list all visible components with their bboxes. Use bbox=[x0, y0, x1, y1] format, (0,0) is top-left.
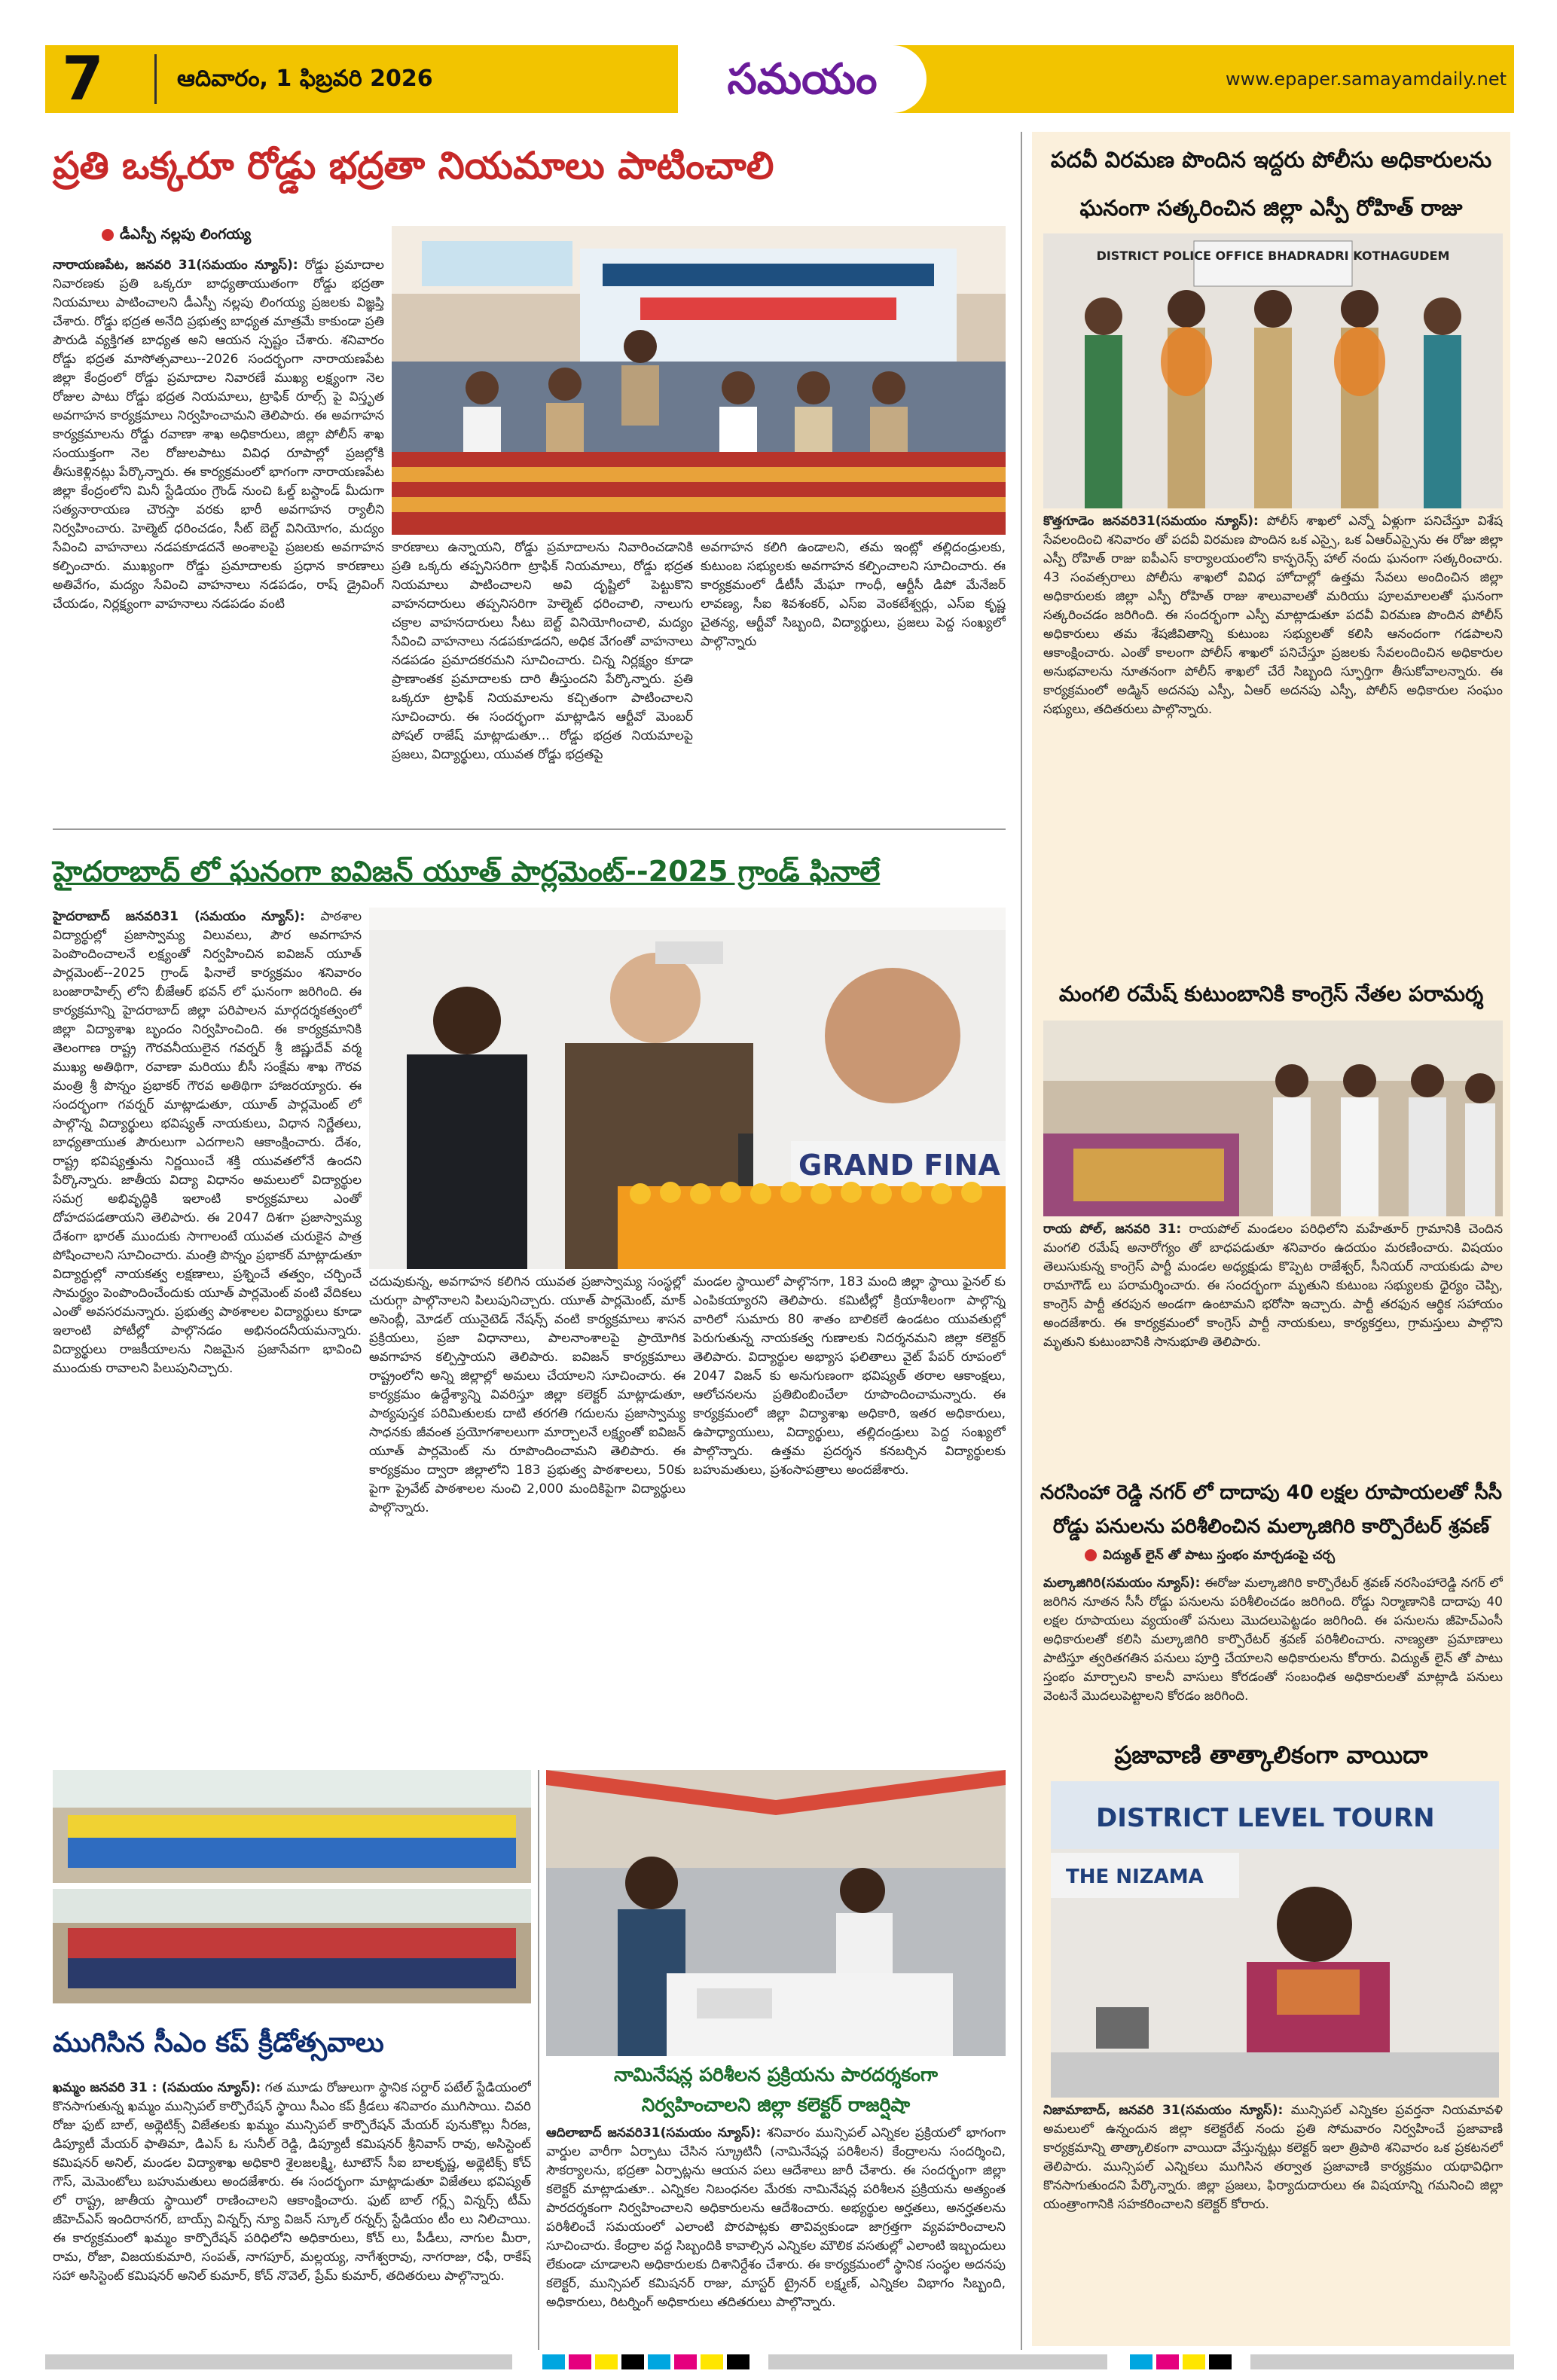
police-photo-sign: DISTRICT POLICE OFFICE BHADRADRI KOTHAGUDEM bbox=[1096, 249, 1450, 263]
police-body bbox=[1043, 512, 1503, 968]
brand-logo[interactable]: సమయం bbox=[678, 45, 927, 113]
nomination-text: శనివారం మున్సిపల్ ఎన్నికల ప్రక్రియలో భాగంగా వార్డుల వారీగా ఏర్పాటు చేసిన స్క్రూటినీ (నామినేషన్ల పరిశీలన) కేంద్రాలను సందర్శించి, సౌకర్యాలను, భద్రతా ఏర్పాట్లను ఆయన పలు ఆదేశాలు జారీ చేశారు. ఈ సందర్భంగా జిల్లా కలెక్టర్ మాట్లాడుతూ.. ఎన్నికల నిబంధనల మేరకు నామినేషన్ల పరిశీలన ప్రక్రియను అత్యంత పారదర్శకంగా నిర్వహించాలని అధికారులను ఆదేశించారు. అభ్యర్థుల అర్హతలు, అనర్హతలను పరిశీలించే సమయంలో ఎలాంటి పొరపాట్లకు తావివ్వకుండా జాగ్రత్తగా వ్యవహరించాలని సూచించారు. కేంద్రాల వద్ద సిబ్బందికి కావాల్సిన ఎన్నికల మౌలిక వసతుల్లో ఎలాంటి ఇబ్బందులు లేకుండా చూడాలని అధికారులకు దిశానిర్దేశం చేశారు. ఈ కార్యక్రమంలో స్థానిక సంస్థల అదనపు కలెక్టర్, మున్సిపల్ కమిషనర్ రాజు, మాస్టర్ ట్రైనర్ లక్ష్మణ్, ఎన్నికల విభాగం సిబ్బంది, అధికారులు, రిటర్నింగ్ అధికారులు తదితరులు పాల్గొన్నారు. bbox=[546, 2125, 1006, 2310]
masthead-divider bbox=[154, 54, 157, 104]
collector-inspection-photo bbox=[546, 1770, 1006, 2056]
condolence-body bbox=[1043, 1220, 1503, 1472]
nomination-dateline: ఆదిలాబాద్ జనవరి31(సమయం న్యూస్): bbox=[546, 2125, 762, 2140]
nomination-headline-1[interactable]: నామినేషన్ల పరిశీలన ప్రక్రియను పారదర్శకంగా bbox=[614, 2064, 938, 2086]
road-works-text: ఈరోజు మల్కాజిగిరి కార్పొరేటర్ శ్రవణ్ నరసింహారెడ్డి నగర్ లో జరిగిన నూతన సీసీ రోడ్డు పనులను పరిశీలించడం జరిగింది. రోడ్డు నిర్మాణానికి దాదాపు 40 లక్షల రూపాయలు వ్యయంతో పనులు మొదలుపెట్టడం జరిగింది. ఈ పనులను జీహెచ్ఎంసీ అధికారులతో కలిసి మల్కాజిగిరి కార్పొరేటర్ శ్రవణ్ పరిశీలించారు. నాణ్యతా ప్రమాణాలు పాటిస్తూ త్వరితగతిన పనులు పూర్తి చేయాలని అధికారులను కోరారు. విద్యుత్ లైన్ తో పాటు స్తంభం మార్చాలని కాలనీ వాసులు కోరడంతో సంబంధిత అధికారులతో మాట్లాడి పనులు వెంటనే మొదలుపెట్టాలని కోరడం జరిగింది. bbox=[1043, 1576, 1503, 1704]
lead-headline[interactable]: ప్రతి ఒక్కరూ రోడ్డు భద్రతా నియమాలు పాటించాలి bbox=[53, 144, 774, 188]
police-text: పోలీస్ శాఖలో ఎన్నో ఏళ్లుగా పనిచేస్తూ విశేష సేవలందించి శనివారం తో పదవీ విరమణ పొందిన ఒక ఎస్సై, ఒక ఏఆర్ఎస్సైను ఈ రోజు జిల్లా ఎస్పీ రోహిత్ రాజు ఐపీఎస్ కార్యాలయంలోని కాన్ఫరెన్స్ హాల్ నందు ఘనంగా సత్కరించారు. 43 సంవత్సరాలు పోలీసు శాఖలో వివిధ హోదాల్లో ఉత్తమ సేవలు అందించిన జిల్లా అధికారులకు జిల్లా ఎస్పీ రోహిత్ రాజు శాలువాలతో మరియు పూలమాలలతో ఘనంగా సత్కరించడం జరిగింది. ఈ సందర్భంగా ఎస్పీ మాట్లాడుతూ పదవీ విరమణ పొందిన పోలీస్ అధికారులు తమ శేషజీవితాన్ని కుటుంబ సభ్యులతో కలిసి ఆనందంగా గడపాలని ఆకాంక్షించారు. ఎంతో కాలంగా పోలీస్ శాఖలో పనిచేస్తూ ప్రజలకు సేవలందించిన అధికారుల అనుభవాలను నూతనంగా పోలీస్ శాఖలో చేరే సిబ్బంది స్ఫూర్తిగా తీసుకోవాలన్నారు. ఈ కార్యక్రమంలో అడ్మిన్ అదనపు ఎస్పీ, ఏఆర్ అదనపు ఎస్పీ, పోలీస్ అధికారుల సంఘం సభ్యులు, తదితరులు పాల్గొన్నారు. bbox=[1043, 514, 1503, 717]
page-number: 7 bbox=[62, 44, 104, 114]
prajavani-photo-sign-2: THE NIZAMA bbox=[1066, 1866, 1204, 1888]
youth-photo-banner: GRAND FINA bbox=[798, 1149, 1000, 1182]
police-photo bbox=[1043, 233, 1503, 508]
lead-col1-text: రోడ్డు ప్రమాదాల నివారణకు ప్రతి ఒక్కరూ బాధ్యతాయుతంగా రోడ్డు భద్రతా నియమాలు పాటించాలని డీఎస్పీ నల్లపు లింగయ్య ప్రజలకు విజ్ఞప్తి చేశారు. రోడ్డు భద్రత అనేది ప్రభుత్వ బాధ్యత మాత్రమే కాకుండా ప్రతి పౌరుడి వ్యక్తిగత బాధ్యత అని ఆయన స్పష్టం చేశారు. శనివారం రోడ్డు భద్రత మాసోత్సవాలు--2026 సందర్భంగా నారాయణపేట జిల్లా కేంద్రంలో రోడ్డు ప్రమాదాల నివారణే ముఖ్య లక్ష్యంగా నెల రోజుల పాటు రోడ్డు భద్రత నియమాలు, ట్రాఫిక్ రూల్స్ పై విస్తృత అవగాహన కార్యక్రమాలు నిర్వహించామని తెలిపారు. ఈ అవగాహన కార్యక్రమాలను రోడ్డు రవాణా శాఖ అధికారులు, జిల్లా పోలీస్ శాఖ సంయుక్తంగా నెల రోజులపాటు వివిధ రూపాల్లో ప్రజల్లోకి తీసుకెళ్లినట్లు పేర్కొన్నారు. ఈ కార్యక్రమంలో భాగంగా నారాయణపేట జిల్లా కేంద్రంలోని మినీ స్టేడియం గ్రౌండ్ నుంచి ఓల్డ్ బస్టాండ్ మీదుగా సత్యనారాయణ చౌరస్తా వరకు భారీ అవగాహన ర్యాలీని నిర్వహించారు. హెల్మెట్ ధరించడం, సీట్ బెల్ట్ వినియోగం, మద్యం సేవించి వాహనాలు నడపకూడదనే అంశాలపై ప్రజలకు అవగాహన కల్పించారు. ముఖ్యంగా రోడ్డు ప్రమాదాలకు ప్రధాన కారణాలు అతివేగం, మద్యం సేవించి వాహనాలు నడపడం, రాష్ డ్రైవింగ్ చేయడం, నిర్లక్ష్యంగా వాహనాలు నడపడం వంటి bbox=[53, 258, 384, 612]
road-works-dateline: మల్కాజిగిరి(సమయం న్యూస్): bbox=[1043, 1576, 1201, 1591]
youth-photo bbox=[369, 908, 1006, 1269]
nomination-photo bbox=[546, 1770, 1006, 2056]
nomination-body bbox=[546, 2124, 1006, 2346]
police-dateline: కొత్తగూడెం జనవరి31(సమయం న్యూస్): bbox=[1043, 514, 1259, 529]
bullet-icon bbox=[1085, 1549, 1097, 1561]
lead-byline-text: డీఎస్పీ నల్లపు లింగయ్య bbox=[120, 226, 252, 243]
lead-byline bbox=[102, 226, 388, 250]
youth-col2: చదువుకున్న, అవగాహన కలిగిన యువత ప్రజాస్వామ్య సంస్థల్లో చురుగ్గా పాల్గొనాలని పిలుపునిచ్చారు. యూత్ పార్లమెంట్, మాక్ అసెంబ్లీ, మోడల్ యునైటెడ్ నేషన్స్ వంటి కార్యక్రమాలు శాసన ప్రక్రియలు, ప్రజా విధానాలు, పాలనాంశాలపై ప్రాయోగిక అవగాహన కల్పిస్తాయని తెలిపారు. ఐవిజన్ కార్యక్రమాలు రాష్ట్రంలోని అన్ని జిల్లాల్లో అమలు చేయాలని సూచించారు. ఈ కార్యక్రమం ఉద్దేశ్యాన్ని వివరిస్తూ జిల్లా కలెక్టర్ మాట్లాడుతూ, పాఠ్యపుస్తక పరిమితులకు దాటి తరగతి గదులను ప్రజాస్వామ్య సాధనకు జీవంత ప్రయోగశాలలుగా మార్చాలనే లక్ష్యంతో ఐవిజన్ యూత్ పార్లమెంట్ ను రూపొందించామని తెలిపారు. ఈ కార్యక్రమం ద్వారా జిల్లాలోని 183 ప్రభుత్వ పాఠశాలలు, 50కు పైగా ప్రైవేట్ పాఠశాలల నుంచి 2,000 మందికిపైగా విద్యార్థులు పాల్గొన్నారు. bbox=[369, 1274, 685, 1515]
column-rule bbox=[1021, 132, 1022, 2350]
section-rule bbox=[53, 828, 1006, 830]
nomination-headline-2[interactable]: నిర్వహించాలని జిల్లా కలెక్టర్ రాజర్షిషా bbox=[641, 2094, 911, 2116]
lead-col2: కారణాలు ఉన్నాయని, రోడ్డు ప్రమాదాలను నివారించడానికి ప్రతి ఒక్కరు తప్పనిసరిగా ట్రాఫిక్ నియమాలు, రోడ్డు భద్రత నియమాలు పాటించాలని అవి దృష్టిలో పెట్టుకొని వాహనదారులు తప్పనిసరిగా హెల్మెట్ ధరించాలి, నాలుగు చక్రాల వాహనదారులు సీటు బెల్ట్ వినియోగించాలి, మద్యం సేవించి వాహనాలు నడపకూడదని, అధిక వేగంతో వాహనాలు నడపడం ప్రమాదకరమని సూచించారు. చిన్న నిర్లక్ష్యం కూడా ప్రాణాంతక ప్రమాదాలకు దారి తీస్తుందని పేర్కొన్నారు. ప్రతి ఒక్కరూ ట్రాఫిక్ నియమాలను కచ్చితంగా పాటించాలని సూచించారు. ఈ సందర్భంగా మాట్లాడిన ఆర్టీవో మెంబర్ పోషల్ రాజేష్ మాట్లాడుతూ... రోడ్డు భద్రత నియమాలపై ప్రజలు, విద్యార్థులు, యువత రోడ్డు భద్రతపై bbox=[392, 540, 693, 762]
cm-cup-body bbox=[53, 2079, 531, 2346]
condolence-text: రాయపోల్ మండలం పరిధిలోని మహేతూర్ గ్రామానికి చెందిన మంగలి రమేష్ అనారోగ్యం తో బాధపడుతూ శనివారం ఉదయం మరణించారు. విషయం తెలుసుకున్న కాంగ్రెస్ పార్టీ మండల అధ్యక్షుడు కొప్పెట రాజేశ్వర్, సీనియర్ నాయకుడు పాల రామాగౌడ్ లు పరామర్శించారు. ఈ సందర్భంగా మృతుని కుటుంబ సభ్యులకు ధైర్యం చెప్పి, కాంగ్రెస్ పార్టీ తరపున అండగా ఉంటామని భరోసా ఇచ్చారు. పార్టీ తరఫున ఆర్థిక సహాయం అందజేశారు. ఈ కార్యక్రమంలో కాంగ్రెస్ పార్టీ నాయకులు, కార్యకర్తలు, గ్రామస్తులు పాల్గొని మృతుని కుటుంబానికి సానుభూతి తెలిపారు. bbox=[1043, 1222, 1503, 1350]
prajavani-body bbox=[1043, 2101, 1503, 2346]
condolence-dateline: రాయ పోల్, జనవరి 31: bbox=[1043, 1222, 1182, 1237]
youth-dateline: హైదరాబాద్ జనవరి31 (సమయం న్యూస్): bbox=[53, 909, 305, 924]
youth-parliament-headline[interactable]: హైదరాబాద్ లో ఘనంగా ఐవిజన్ యూత్ పార్లమెంట్--2025 గ్రాండ్ ఫినాలే bbox=[53, 855, 881, 888]
cm-cup-headline[interactable]: ముగిసిన సీఎం కప్ క్రీడోత్సవాలు bbox=[53, 2028, 384, 2058]
youth-col1 bbox=[53, 908, 362, 1766]
prajavani-dateline: నిజామాబాద్, జనవరి 31(సమయం న్యూస్): bbox=[1043, 2103, 1284, 2118]
lead-col3: అవగాహన కలిగి ఉండాలని, తమ ఇంట్లో తల్లిదండ్రులకు, కుటుంబ సభ్యులకు అవగాహన కల్పించాలని సూచించారు. ఈ కార్యక్రమంలో డీటీసీ మేఘా గాంధీ, ఆర్టీసీ డిపో మేనేజర్ లావణ్య, సీఐ శివశంకర్, ఎస్ఐ వెంకటేశ్వర్లు, ఎస్ఐ కృష్ణ చైతన్య, ఆర్టీవో సిబ్బంది, విద్యార్థులు, ప్రజలు పెద్ద సంఖ్యలో పాల్గొన్నారు bbox=[701, 540, 1006, 649]
lead-photo bbox=[392, 226, 1006, 535]
prajavani-text: మున్సిపల్ ఎన్నికల ప్రవర్తనా నియమావళి అమలులో ఉన్నందున జిల్లా కలెక్టరేట్ నందు ప్రతి సోమవారం నిర్వహించే ప్రజావాణి కార్యక్రమాన్ని తాత్కాలికంగా వాయిదా వేస్తున్నట్లు కలెక్టర్ ఇలా త్రిపాఠి శనివారం ఒక ప్రకటనలో తెలిపారు. మున్సిపల్ ఎన్నికలు ముగిసిన తర్వాత ప్రజావాణి కార్యక్రమం యథావిధిగా కొనసాగుతుందని పేర్కొన్నారు. జిల్లా ప్రజలు, ఫిర్యాదుదారులు ఈ విషయాన్ని గమనించి జిల్లా యంత్రాంగానికి సహకరించాలని కలెక్టర్ కోరారు. bbox=[1043, 2103, 1503, 2212]
road-works-byline bbox=[1085, 1548, 1476, 1570]
epaper-url[interactable]: www.epaper.samayamdaily.net bbox=[1226, 69, 1507, 90]
sports-team-photos bbox=[53, 1770, 531, 2003]
road-works-byline-text: విద్యుత్ లైన్ తో పాటు స్తంభం మార్చడంపై చర్చ bbox=[1103, 1548, 1336, 1563]
road-works-headline[interactable]: నరసింహా రెడ్డి నగర్ లో దాదాపు 40 లక్షల రూపాయలతో సీసీ రోడ్డు పనులను పరిశీలించిన మల్కాజిగిరి కార్పొరేటర్ శ్రవణ్ bbox=[1040, 1481, 1502, 1538]
governor-speech-photo bbox=[369, 908, 1006, 1269]
condolence-headline[interactable]: మంగలి రమేష్ కుటుంబానికి కాంగ్రెస్ నేతల పరామర్శ bbox=[1058, 981, 1484, 1006]
prajavani-headline[interactable]: ప్రజావాణి తాత్కాలికంగా వాయిదా bbox=[1114, 1741, 1428, 1769]
youth-col3: మండల స్థాయిలో పాల్గొనగా, 183 మంది జిల్లా స్థాయి ఫైనల్ కు ఎంపికయ్యారని తెలిపారు. కమిటీల్లో క్రియాశీలంగా పాల్గొన్న వారిలో సుమారు 80 శాతం బాలికలే ఉండటం యువతుల్లో పెరుగుతున్న నాయకత్వ గుణాలకు నిదర్శనమని జిల్లా కలెక్టర్ తెలిపారు. విద్యార్థుల అభ్యాస ఫలితాలు వైట్ పేపర్ రూపంలో 2047 విజన్ కు అనుగుణంగా భవిష్యత్ తరాల ఆకాంక్షలు, ఆలోచనలను ప్రతిబింబించేలా రూపొందించామన్నారు. ఈ కార్యక్రమంలో జిల్లా విద్యాశాఖ అధికారి, ఇతర అధికారులు, ఉపాధ్యాయులు, విద్యార్థులు, తల్లిదండ్రులు పెద్ద సంఖ్యలో పాల్గొన్నారు. ఉత్తమ ప్రదర్శన కనబర్చిన విద్యార్థులకు బహుమతులు, ప్రశంసాపత్రాలు అందజేశారు. bbox=[693, 1274, 1006, 1478]
lead-dateline: నారాయణపేట, జనవరి 31(సమయం న్యూస్): bbox=[53, 258, 298, 273]
police-felicitation-photo bbox=[1043, 233, 1503, 508]
column-rule bbox=[538, 1770, 539, 2350]
cm-cup-photos bbox=[53, 1770, 531, 2003]
prajavani-photo bbox=[1051, 1781, 1499, 2098]
print-registration-bar bbox=[45, 2351, 1514, 2372]
cmyk-swatches bbox=[45, 2351, 1514, 2372]
condolence-visit-photo bbox=[1043, 1021, 1503, 1216]
collector-photo bbox=[1051, 1781, 1499, 2098]
youth-col1-text: పాఠశాల విద్యార్థుల్లో ప్రజాస్వామ్య విలువలు, పౌర అవగాహన పెంపొందించాలనే లక్ష్యంతో నిర్వహించిన ఐవిజన్ యూత్ పార్లమెంట్--2025 గ్రాండ్ ఫినాలే కార్యక్రమం శనివారం బంజారాహిల్స్ లోని బీజేఆర్ భవన్ లో ఘనంగా జరిగింది. ఈ కార్యక్రమాన్ని హైదరాబాద్ జిల్లా పరిపాలన మార్గదర్శకత్వంలో జిల్లా విద్యాశాఖ బృందం నిర్వహించింది. ఈ కార్యక్రమానికి తెలంగాణ రాష్ట్ర గౌరవనీయులైన గవర్నర్ శ్రీ జిష్ణుదేవ్ వర్మ ముఖ్య అతిథిగా, రవాణా మరియు బీసీ సంక్షేమ శాఖ గౌరవ మంత్రి శ్రీ పొన్నం ప్రభాకర్ గౌరవ అతిథిగా హాజరయ్యారు. ఈ సందర్భంగా గవర్నర్ మాట్లాడుతూ, యూత్ పార్లమెంట్ లో పాల్గొన్న విద్యార్థులు భవిష్యత్ నాయకులు, విధాన నిర్ణేతలు, బాధ్యతాయుత పౌరులుగా ఎదగాలని ఆకాంక్షించారు. దేశం, రాష్ట్ర భవిష్యత్తును నిర్ణయించే శక్తి యువతలోనే ఉందని పేర్కొన్నారు. జాతీయ విద్యా విధానం అమలులో విద్యార్థుల సమగ్ర అభివృద్ధికి ఇలాంటి కార్యక్రమాలు ఎంతో దోహదపడతాయని తెలిపారు. ఈ 2047 దిశగా ప్రజాస్వామ్య దేశంగా భారత్ ముందుకు సాగాలంటే యువత చురుకైన పాత్ర పోషించాలని సూచించారు. మంత్రి పొన్నం ప్రభాకర్ మాట్లాడుతూ విద్యార్థుల్లో నాయకత్వ లక్షణాలు, ప్రశ్నించే తత్వం, చర్చించే సామర్థ్యం పెంపొందించేందుకు యూత్ పార్లమెంట్ వంటి వేదికలు ఎంతో అవసరమన్నారు. ప్రభుత్వ పాఠశాలల విద్యార్థులు కూడా ఇలాంటి పోటీల్లో పాల్గొనడం అభినందనీయమన్నారు. విద్యార్థులు రాజకీయాలను నిజమైన ప్రజాసేవగా భావించి ముందుకు రావాలని పిలుపునిచ్చారు. bbox=[53, 909, 362, 1376]
masthead-date: ఆదివారం, 1 ఫిబ్రవరి 2026 bbox=[177, 66, 433, 92]
condolence-photo bbox=[1043, 1021, 1503, 1216]
prajavani-photo-sign-1: DISTRICT LEVEL TOURN bbox=[1096, 1803, 1435, 1833]
bullet-icon bbox=[102, 229, 114, 241]
police-headline[interactable]: పదవీ విరమణ పొందిన ఇద్దరు పోలీసు అధికారులను ఘనంగా సత్కరించిన జిల్లా ఎస్పీ రోహిత్ రాజు bbox=[1050, 147, 1492, 221]
road-safety-event-photo bbox=[392, 226, 1006, 535]
cm-cup-dateline: ఖమ్మం జనవరి 31 : (సమయం న్యూస్): bbox=[53, 2080, 261, 2095]
cm-cup-text: గత మూడు రోజులుగా స్థానిక సర్దార్ పటేల్ స్టేడియంలో కొనసాగుతున్న ఖమ్మం మున్సిపల్ కార్పొరేషన్ స్థాయి సీఎం కప్ క్రీడలు శనివారం ముగిసాయి. చివరి రోజు ఫుట్ బాల్, అథ్లెటిక్స్ విజేతలకు ఖమ్మం మున్సిపల్ కార్పొరేషన్ మేయర్ పునుకొల్లు నీరజ, డిప్యూటీ మేయర్ ఫాతిమా, డిఎస్ ఓ సునీల్ రెడ్డి, డిప్యూటీ కమిషనర్ శ్రీనివాస్ రావు, అసిస్టెంట్ కమిషనర్ అనిల్, మండల విద్యాశాఖ అధికారి శైలజలక్ష్మి, టూటౌన్ సీఐ బాలకృష్ణ, అథ్లెటిక్స్ కోచ్ గౌస్, మెమెంటోలు బహుమతులు అందజేశారు. ఈ సందర్భంగా మాట్లాడుతూ విజేతలు భవిష్యత్ లో రాష్ట్ర, జాతీయ స్థాయిలో రాణించాలని ఆకాంక్షించారు. ఫుట్ బాల్ గర్ల్స్ విన్నర్స్ టీమ్ జీహెచ్ఎస్ ఇందిరానగర్, బాయ్స్ విన్నర్స్ న్యూ విజన్ స్కూల్ రన్నర్స్ స్టేడియం టీం లు నిలిచాయి. ఈ కార్యక్రమంలో ఖమ్మం కార్పొరేషన్ పరిధిలోని అధికారులు, కోచ్ లు, పీడీలు, నాగుల మీరా, రామ, రోజా, విజయకుమారి, సంపత్, నాగపూర్, మల్లయ్య, నాగేశ్వరావు, నాగరాజు, రఫీ, రాకేష్ సహా అసిస్టెంట్ కమిషనర్ అనిల్ కుమార్, కోచ్ నొవెల్, ప్రేమ్ కుమార్, తదితరులు పాల్గొన్నారు. bbox=[53, 2080, 531, 2284]
road-works-body bbox=[1043, 1574, 1503, 1729]
